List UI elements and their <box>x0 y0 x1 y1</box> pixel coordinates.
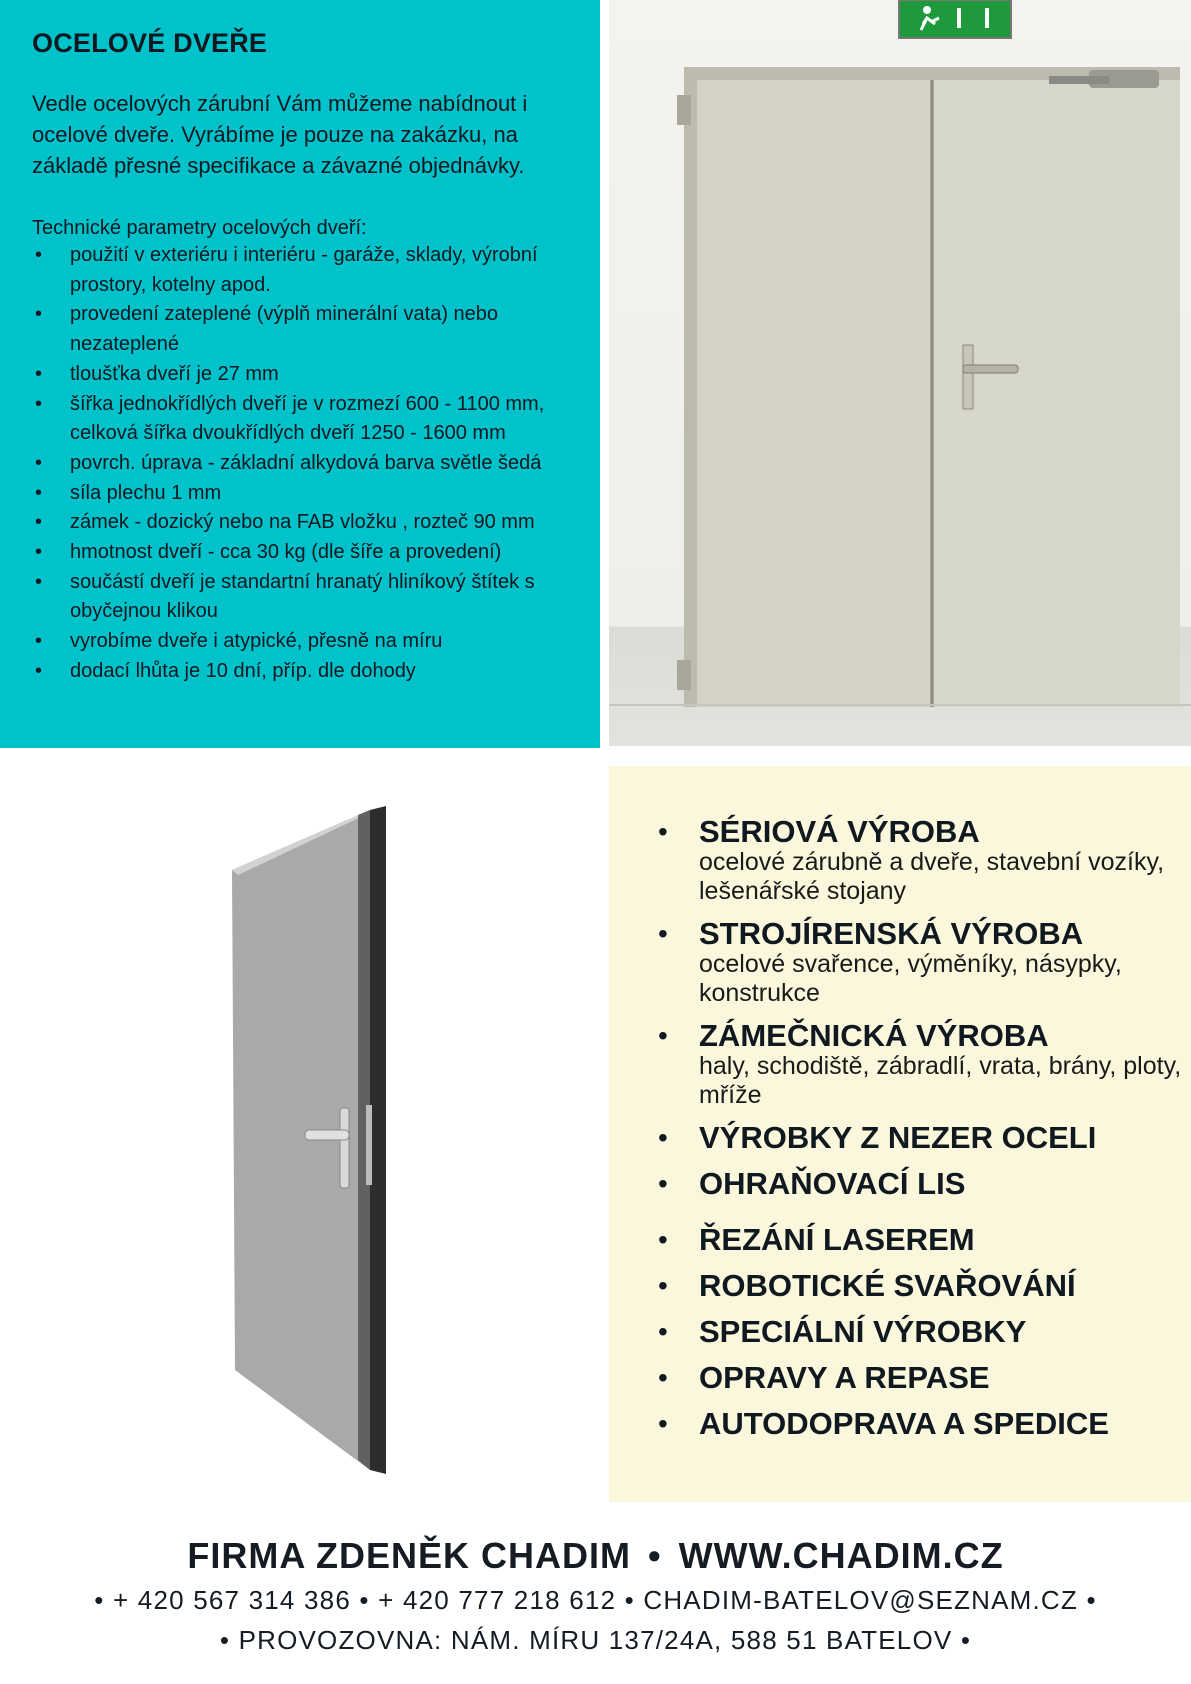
param-item: • zámek - dozický nebo na FAB vložku , rozteč 90 mm <box>32 508 592 538</box>
footer-address-line <box>0 1625 1191 1656</box>
service-title: • ROBOTICKÉ SVAŘOVÁNÍ <box>699 1268 1076 1303</box>
param-item: • povrch. úprava - základní alkydová barva světle šedá <box>32 449 592 479</box>
service-title: • AUTODOPRAVA A SPEDICE <box>699 1406 1109 1441</box>
double-door-photo <box>609 0 1191 746</box>
param-item: • provedení zateplené (výplň minerální vata) nebo nezateplené <box>32 300 592 359</box>
param-item: • součástí dveří je standartní hranatý hliníkový štítek s obyčejnou klikou <box>32 568 592 627</box>
service-item <box>641 1268 1186 1304</box>
service-title: • SÉRIOVÁ VÝROBA <box>699 814 980 849</box>
param-item: • vyrobíme dveře i atypické, přesně na míru <box>32 627 592 657</box>
param-item: • hmotnost dveří - cca 30 kg (dle šíře a provedení) <box>32 538 592 568</box>
service-title: • OHRAŇOVACÍ LIS <box>699 1166 966 1201</box>
param-item: • použití v exteriéru i interiéru - garáže, sklady, výrobní prostory, kotelny apod. <box>32 241 592 300</box>
separator-dot: • <box>1086 1585 1097 1615</box>
phone-1[interactable]: + 420 567 314 386 <box>112 1585 351 1615</box>
service-desc: ocelové zárubně a dveře, stavební vozíky, lešenářské stojany <box>699 848 1165 905</box>
footer-contact-line <box>0 1585 1191 1616</box>
single-door-photo <box>190 770 550 1490</box>
params-list <box>32 241 592 687</box>
phone-2[interactable]: + 420 777 218 612 <box>378 1585 617 1615</box>
service-title: • VÝROBKY Z NEZER OCELI <box>699 1120 1097 1155</box>
service-item <box>641 1018 1186 1110</box>
service-title: • ŘEZÁNÍ LASEREM <box>699 1222 975 1257</box>
double-door-illustration <box>609 0 1191 746</box>
separator-dot: • <box>94 1585 105 1615</box>
service-title: • STROJÍRENSKÁ VÝROBA <box>699 916 1084 951</box>
param-item: • tloušťka dveří je 27 mm <box>32 360 592 390</box>
steel-doors-title: OCELOVÉ DVEŘE <box>32 28 268 58</box>
service-item <box>641 1406 1186 1442</box>
footer-company-line <box>0 1535 1191 1577</box>
service-desc: ocelové svařence, výměníky, násypky, konstrukce <box>699 950 1122 1007</box>
param-item: • dodací lhůta je 10 dní, příp. dle dohody <box>32 657 592 687</box>
separator-dot: • <box>960 1625 972 1655</box>
website-link[interactable]: WWW.CHADIM.CZ <box>678 1535 1004 1576</box>
services-panel <box>609 766 1191 1502</box>
exit-sign-icon <box>899 0 1011 38</box>
service-title: • SPECIÁLNÍ VÝROBKY <box>699 1314 1027 1349</box>
separator-dot: • <box>624 1585 635 1615</box>
separator-dot: • <box>219 1625 231 1655</box>
service-item <box>641 916 1186 1008</box>
service-item <box>641 814 1186 906</box>
param-item: • šířka jednokřídlých dveří je v rozmezí 600 - 1100 mm, celková šířka dvoukřídlých dveří 1250 - 1600 mm <box>32 390 592 449</box>
email-link[interactable]: CHADIM-BATELOV@SEZNAM.CZ <box>643 1585 1078 1615</box>
service-desc: haly, schodiště, zábradlí, vrata, brány, ploty, mříže <box>699 1052 1182 1109</box>
params-title: Technické parametry ocelových dveří: <box>32 217 367 239</box>
services-list <box>641 814 1186 1452</box>
service-title: • ZÁMEČNICKÁ VÝROBA <box>699 1018 1049 1053</box>
service-item <box>641 1222 1186 1258</box>
service-item <box>641 1166 1186 1202</box>
service-item <box>641 1360 1186 1396</box>
service-item <box>641 1120 1186 1156</box>
steel-doors-intro: Vedle ocelových zárubní Vám můžeme nabídnout i ocelové dveře. Vyrábíme je pouze na zakázku, na základě přesné specifikace a závazné objednávky. <box>32 91 528 178</box>
single-door-illustration <box>190 770 550 1490</box>
separator-dot: • <box>359 1585 370 1615</box>
service-title: • OPRAVY A REPASE <box>699 1360 990 1395</box>
steel-doors-panel <box>0 0 600 748</box>
param-item: • síla plechu 1 mm <box>32 479 592 509</box>
service-item <box>641 1314 1186 1350</box>
company-name: FIRMA ZDENĚK CHADIM <box>187 1535 632 1576</box>
address: PROVOZOVNA: NÁM. MÍRU 137/24A, 588 51 BATELOV <box>238 1625 953 1655</box>
separator-dot: • <box>648 1535 662 1576</box>
